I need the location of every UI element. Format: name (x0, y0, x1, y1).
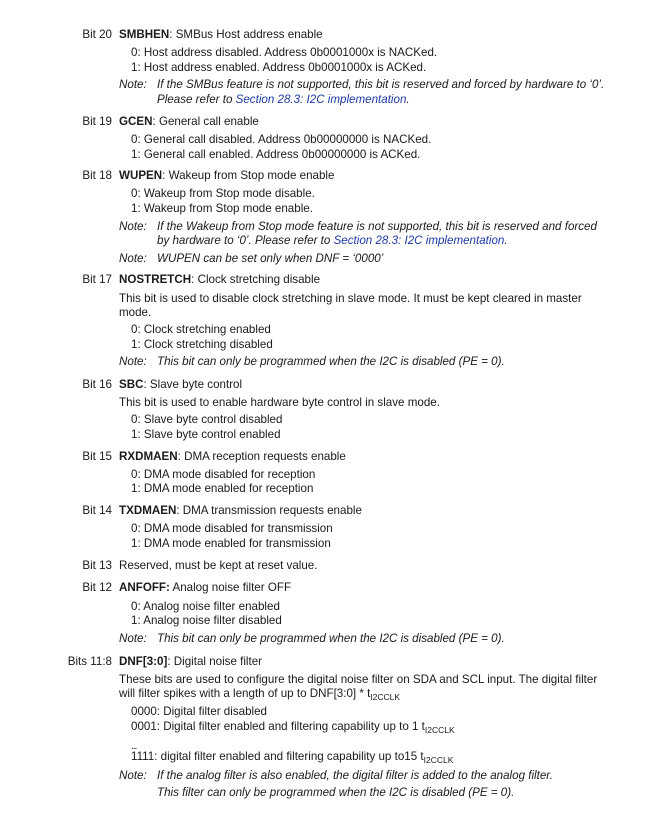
bit-label: Bit 19 (82, 115, 112, 128)
bit-label: Bit 14 (82, 504, 112, 517)
option-line: 1: Slave byte control enabled (131, 428, 281, 441)
option-line: 1: Host address enabled. Address 0b0001000x is ACKed. (131, 61, 427, 74)
bit-label: Bit 13 (82, 559, 112, 572)
bit-label: Bit 17 (82, 273, 112, 286)
field-name: SBC (119, 378, 144, 391)
field-title (119, 581, 291, 594)
option-line: 0: Analog noise filter enabled (131, 600, 280, 613)
field-title (119, 655, 262, 668)
option-line: 1111: digital filter enabled and filtering capability up to15 $t_{I2CCLK}$ (131, 750, 454, 765)
option-line: 0: DMA mode disabled for reception (131, 468, 316, 481)
bit-label: Bit 15 (82, 450, 112, 463)
option-line: 1: DMA mode enabled for reception (131, 482, 314, 495)
field-title (119, 273, 320, 286)
note-label: Note: (119, 769, 147, 782)
option-line: 0: Host address disabled. Address 0b0001000x is NACKed. (131, 46, 438, 59)
note-text: by hardware to ‘0’. Please refer to Section 28.3: I2C implementation. (157, 234, 508, 247)
note-label: Note: (119, 355, 147, 368)
option-line: 0001: Digital filter enabled and filtering capability up to 1 $t_{I2CCLK}$ (131, 720, 455, 735)
note-text: If the SMBus feature is not supported, this bit is reserved and forced by hardware to ‘0’. (157, 78, 605, 91)
bit-label: Bit 16 (82, 378, 112, 391)
field-title (119, 378, 242, 391)
description-line: This bit is used to enable hardware byte control in slave mode. (119, 396, 440, 409)
field-description: : DMA reception requests enable (177, 450, 346, 463)
description-line: These bits are used to configure the digital noise filter on SDA and SCL input. The digital filter (119, 673, 598, 686)
bit-label: Bits 11:8 (67, 655, 112, 668)
note-label: Note: (119, 220, 147, 233)
field-name: GCEN (119, 115, 153, 128)
field-description: : DMA transmission requests enable (176, 504, 362, 517)
note-text: This bit can only be programmed when the I2C is disabled (PE = 0). (157, 632, 505, 645)
ellipsis: ... (131, 741, 137, 752)
field-description: : SMBus Host address enable (169, 28, 323, 41)
field-title (119, 450, 346, 463)
subscript: I2CCLK (370, 692, 401, 702)
bit-label: Bit 18 (82, 169, 112, 182)
note-text: Please refer to Section 28.3: I2C implementation. (157, 93, 410, 106)
note-text: This bit can only be programmed when the I2C is disabled (PE = 0). (157, 355, 505, 368)
description-line: This bit is used to disable clock stretching in slave mode. It must be kept cleared in master (119, 292, 582, 305)
bit-label: Bit 20 (82, 28, 112, 41)
note-label: Note: (119, 252, 147, 265)
field-description: : General call enable (152, 115, 259, 128)
note-text: If the Wakeup from Stop mode feature is not supported, this bit is reserved and forced (157, 220, 597, 233)
field-name: SMBHEN (119, 28, 170, 41)
option-line: 1: DMA mode enabled for transmission (131, 537, 331, 550)
note-text: If the analog filter is also enabled, the digital filter is added to the analog filter. (157, 769, 553, 782)
option-line: 0: Clock stretching enabled (131, 323, 271, 336)
note-text: This filter can only be programmed when the I2C is disabled (PE = 0). (157, 786, 515, 799)
note-label: Note: (119, 78, 147, 91)
section-link[interactable]: Section 28.3: I2C implementation (235, 93, 407, 106)
field-description: : Clock stretching disable (191, 273, 321, 286)
field-name: ANFOFF: (119, 581, 170, 594)
field-title (119, 169, 334, 182)
subscript: I2CCLK (423, 755, 454, 765)
field-description: : Wakeup from Stop mode enable (162, 169, 335, 182)
field-name: RXDMAEN (119, 450, 178, 463)
option-line: 0: DMA mode disabled for transmission (131, 522, 333, 535)
description-line: mode. (119, 306, 152, 319)
option-line: 0: General call disabled. Address 0b00000000 is NACKed. (131, 133, 432, 146)
field-name: NOSTRETCH (119, 273, 192, 286)
field-title (119, 115, 259, 128)
field-name: TXDMAEN (119, 504, 177, 517)
option-line: 0: Slave byte control disabled (131, 413, 283, 426)
option-line: 1: Analog noise filter disabled (131, 614, 282, 627)
description-line: will filter spikes with a length of up to DNF[3:0] * $t_{I2CCLK}$ (119, 687, 401, 702)
option-line: 1: General call enabled. Address 0b00000000 is ACKed. (131, 148, 421, 161)
option-line: 0: Wakeup from Stop mode disable. (131, 187, 315, 200)
section-link[interactable]: Section 28.3: I2C implementation (333, 234, 505, 247)
field-title (119, 504, 362, 517)
field-name: DNF[3:0] (119, 655, 168, 668)
note-label: Note: (119, 632, 147, 645)
bit-label: Bit 12 (82, 581, 112, 594)
field-description: : Digital noise filter (167, 655, 263, 668)
field-description: : Slave byte control (143, 378, 243, 391)
reserved-text: Reserved, must be kept at reset value. (119, 559, 318, 572)
field-title (119, 28, 323, 41)
option-line: 1: Clock stretching disabled (131, 338, 273, 351)
field-name: WUPEN (119, 169, 163, 182)
subscript: I2CCLK (424, 725, 455, 735)
field-description: Analog noise filter OFF (169, 581, 292, 594)
note-text: WUPEN can be set only when DNF = ‘0000’ (157, 252, 384, 265)
option-line: 0000: Digital filter disabled (131, 705, 267, 718)
option-line: 1: Wakeup from Stop mode enable. (131, 202, 313, 215)
